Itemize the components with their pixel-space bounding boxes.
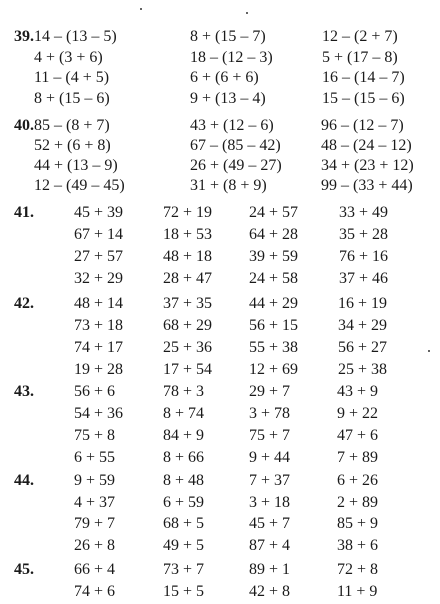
expression: 43 + (12 – 6) bbox=[190, 117, 274, 134]
expression: 43 + 9 bbox=[337, 383, 379, 400]
expression: 37 + 35 bbox=[163, 295, 213, 312]
expression: 31 + (8 + 9) bbox=[190, 177, 267, 194]
expression: 15 – (15 – 6) bbox=[322, 89, 405, 107]
expression: 6 + 26 bbox=[337, 472, 379, 489]
expression: 3 + 18 bbox=[249, 493, 291, 511]
expression: 12 + 69 bbox=[249, 361, 299, 378]
expression: 24 + 58 bbox=[249, 270, 299, 287]
expression: 99 – (33 + 44) bbox=[321, 177, 413, 194]
expression: 4 + 37 bbox=[74, 493, 116, 511]
expression: 55 + 38 bbox=[249, 339, 299, 356]
expression: 17 + 54 bbox=[163, 361, 213, 378]
expression: 56 + 27 bbox=[338, 339, 388, 356]
expression: 37 + 46 bbox=[339, 270, 389, 287]
expression: 45 + 39 bbox=[74, 204, 124, 221]
expression: 25 + 38 bbox=[338, 361, 388, 378]
exercise-number: 41. bbox=[14, 204, 34, 221]
exercise-number: 40. bbox=[14, 117, 34, 134]
expression: 19 + 28 bbox=[74, 361, 124, 378]
expression: 56 + 6 bbox=[74, 383, 116, 400]
expression: 12 – (2 + 7) bbox=[322, 28, 398, 45]
expression: 67 – (85 – 42) bbox=[190, 137, 281, 154]
expression: 48 + 18 bbox=[163, 248, 213, 265]
expression: 2 + 89 bbox=[337, 493, 379, 511]
expression: 68 + 29 bbox=[163, 317, 213, 334]
scan-speck bbox=[140, 8, 142, 10]
expression: 44 + 29 bbox=[249, 295, 299, 312]
expression: 87 + 4 bbox=[249, 536, 291, 554]
expression: 5 + (17 – 8) bbox=[322, 48, 398, 66]
expression: 8 + (15 – 6) bbox=[34, 89, 110, 107]
expression: 8 + 74 bbox=[163, 405, 205, 422]
expression: 27 + 57 bbox=[74, 248, 124, 265]
expression: 48 – (24 – 12) bbox=[321, 137, 412, 154]
scan-speck bbox=[428, 350, 430, 352]
expression: 72 + 19 bbox=[163, 204, 213, 221]
expression: 89 + 1 bbox=[249, 561, 291, 578]
expression: 74 + 6 bbox=[74, 583, 116, 600]
expression: 25 + 36 bbox=[163, 339, 213, 356]
expression: 16 + 19 bbox=[338, 295, 388, 312]
expression: 54 + 36 bbox=[74, 405, 124, 422]
expression: 45 + 7 bbox=[249, 515, 291, 532]
expression: 26 + 8 bbox=[74, 536, 116, 554]
expression: 6 + 55 bbox=[74, 449, 116, 466]
expression: 72 + 8 bbox=[337, 561, 379, 578]
expression: 9 + 59 bbox=[74, 472, 116, 489]
expression: 29 + 7 bbox=[249, 383, 291, 400]
expression: 7 + 37 bbox=[249, 472, 291, 489]
expression: 7 + 89 bbox=[337, 449, 379, 466]
expression: 8 + (15 – 7) bbox=[190, 28, 266, 45]
expression: 78 + 3 bbox=[163, 383, 205, 400]
expression: 67 + 14 bbox=[74, 226, 124, 243]
expression: 85 + 9 bbox=[337, 515, 379, 532]
expression: 6 + (6 + 6) bbox=[190, 69, 259, 86]
expression: 3 + 78 bbox=[249, 405, 291, 422]
expression: 79 + 7 bbox=[74, 515, 116, 532]
expression: 9 + 22 bbox=[337, 405, 379, 422]
expression: 66 + 4 bbox=[74, 561, 116, 578]
expression: 11 + 9 bbox=[337, 583, 378, 600]
expression: 34 + 29 bbox=[338, 317, 388, 334]
expression: 73 + 7 bbox=[163, 561, 205, 578]
expression: 18 + 53 bbox=[163, 226, 213, 243]
expression: 16 – (14 – 7) bbox=[322, 69, 405, 86]
expression: 84 + 9 bbox=[163, 427, 205, 444]
expression: 18 – (12 – 3) bbox=[190, 48, 273, 66]
expression: 74 + 17 bbox=[74, 339, 124, 356]
expression: 39 + 59 bbox=[249, 248, 299, 265]
expression: 26 + (49 – 27) bbox=[190, 157, 282, 174]
exercise-number: 42. bbox=[14, 295, 34, 312]
expression: 52 + (6 + 8) bbox=[34, 137, 111, 154]
expression: 6 + 59 bbox=[163, 493, 205, 511]
expression: 24 + 57 bbox=[249, 204, 299, 221]
expression: 38 + 6 bbox=[337, 536, 379, 554]
exercise-number: 39. bbox=[14, 28, 34, 45]
expression: 11 – (4 + 5) bbox=[34, 69, 110, 86]
expression: 32 + 29 bbox=[74, 270, 124, 287]
expression: 34 + (23 + 12) bbox=[321, 157, 414, 174]
expression: 75 + 7 bbox=[249, 427, 291, 444]
expression: 73 + 18 bbox=[74, 317, 124, 334]
expression: 15 + 5 bbox=[163, 583, 205, 600]
expression: 8 + 48 bbox=[163, 472, 205, 489]
expression: 9 + (13 – 4) bbox=[190, 89, 266, 107]
expression: 48 + 14 bbox=[74, 295, 124, 312]
expression: 47 + 6 bbox=[337, 427, 379, 444]
expression: 49 + 5 bbox=[163, 536, 205, 554]
expression: 35 + 28 bbox=[339, 226, 389, 243]
exercise-number: 44. bbox=[14, 472, 34, 489]
exercise-number: 43. bbox=[14, 383, 34, 400]
expression: 33 + 49 bbox=[339, 204, 389, 221]
expression: 76 + 16 bbox=[339, 248, 389, 265]
expression: 42 + 8 bbox=[249, 583, 291, 600]
expression: 85 – (8 + 7) bbox=[34, 117, 110, 134]
expression: 9 + 44 bbox=[249, 449, 291, 466]
expression: 8 + 66 bbox=[163, 449, 205, 466]
expression: 14 – (13 – 5) bbox=[34, 28, 117, 45]
expression: 68 + 5 bbox=[163, 515, 205, 532]
expression: 56 + 15 bbox=[249, 317, 299, 334]
expression: 28 + 47 bbox=[163, 270, 213, 287]
exercise-number: 45. bbox=[14, 561, 34, 578]
expression: 4 + (3 + 6) bbox=[34, 48, 103, 66]
expression: 75 + 8 bbox=[74, 427, 116, 444]
expression: 12 – (49 – 45) bbox=[34, 177, 125, 194]
expression: 44 + (13 – 9) bbox=[34, 157, 118, 174]
expression: 64 + 28 bbox=[249, 226, 299, 243]
scan-speck bbox=[246, 12, 248, 14]
expression: 96 – (12 – 7) bbox=[321, 117, 404, 134]
